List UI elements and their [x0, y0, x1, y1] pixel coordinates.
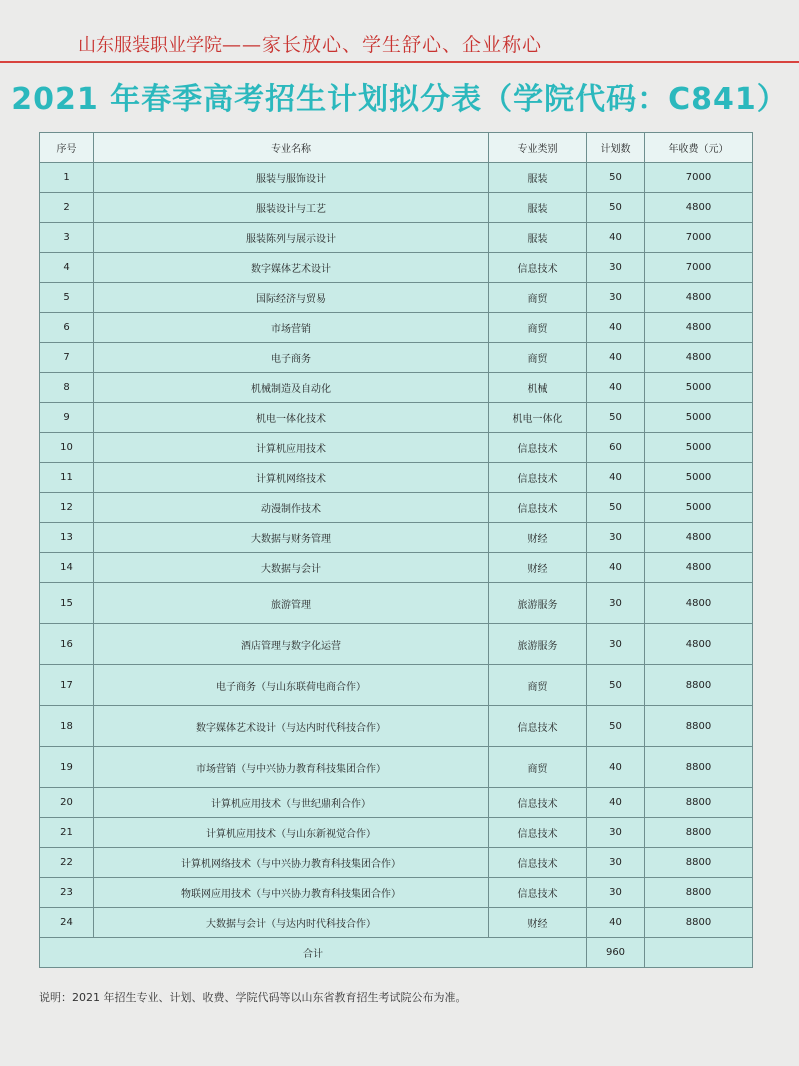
page-title: 2021 年春季高考招生计划拟分表（学院代码：C841）: [11, 82, 788, 117]
cell-fee: 4800: [645, 553, 753, 583]
cell-category: 信息技术: [489, 493, 587, 523]
cell-major: 计算机网络技术: [94, 463, 489, 493]
cell-plan: 30: [587, 878, 645, 908]
cell-index: 20: [40, 788, 94, 818]
cell-fee: 8800: [645, 788, 753, 818]
cell-fee: 7000: [645, 223, 753, 253]
table-row: [40, 163, 753, 193]
cell-fee: 8800: [645, 848, 753, 878]
enrollment-plan-table: [39, 132, 753, 968]
cell-category: 商贸: [489, 343, 587, 373]
cell-fee: 4800: [645, 583, 753, 624]
cell-index: 7: [40, 343, 94, 373]
cell-index: 4: [40, 253, 94, 283]
cell-index: 8: [40, 373, 94, 403]
table-row: [40, 553, 753, 583]
cell-category: 商贸: [489, 313, 587, 343]
table-row: [40, 283, 753, 313]
cell-plan: 40: [587, 373, 645, 403]
cell-fee: 4800: [645, 283, 753, 313]
table-row: [40, 788, 753, 818]
cell-plan: 40: [587, 463, 645, 493]
cell-index: 11: [40, 463, 94, 493]
cell-index: 5: [40, 283, 94, 313]
cell-major: 大数据与会计: [94, 553, 489, 583]
cell-plan: 50: [587, 706, 645, 747]
cell-fee: 4800: [645, 193, 753, 223]
table-row: [40, 373, 753, 403]
cell-category: 信息技术: [489, 463, 587, 493]
cell-major: 大数据与财务管理: [94, 523, 489, 553]
cell-index: 13: [40, 523, 94, 553]
total-fee-empty: [645, 938, 753, 968]
cell-index: 1: [40, 163, 94, 193]
cell-plan: 30: [587, 818, 645, 848]
cell-fee: 7000: [645, 253, 753, 283]
cell-major: 市场营销（与中兴协力教育科技集团合作）: [94, 747, 489, 788]
cell-index: 23: [40, 878, 94, 908]
total-value: 960: [587, 938, 645, 968]
table-row: [40, 523, 753, 553]
cell-fee: 8800: [645, 747, 753, 788]
cell-fee: 4800: [645, 343, 753, 373]
cell-category: 旅游服务: [489, 583, 587, 624]
cell-index: 14: [40, 553, 94, 583]
header-slogan-line: [78, 30, 542, 57]
cell-major: 市场营销: [94, 313, 489, 343]
cell-plan: 30: [587, 283, 645, 313]
cell-major: 计算机应用技术（与山东新视觉合作）: [94, 818, 489, 848]
cell-category: 商贸: [489, 283, 587, 313]
table-row: [40, 583, 753, 624]
cell-plan: 30: [587, 848, 645, 878]
table-row: [40, 493, 753, 523]
cell-index: 3: [40, 223, 94, 253]
cell-plan: 30: [587, 624, 645, 665]
cell-major: 物联网应用技术（与中兴协力教育科技集团合作）: [94, 878, 489, 908]
cell-category: 信息技术: [489, 433, 587, 463]
cell-category: 旅游服务: [489, 624, 587, 665]
cell-major: 大数据与会计（与达内时代科技合作）: [94, 908, 489, 938]
cell-index: 12: [40, 493, 94, 523]
cell-major: 数字媒体艺术设计（与达内时代科技合作）: [94, 706, 489, 747]
table-row: [40, 433, 753, 463]
table-row: [40, 253, 753, 283]
table-row: [40, 313, 753, 343]
cell-category: 财经: [489, 523, 587, 553]
cell-major: 国际经济与贸易: [94, 283, 489, 313]
cell-category: 财经: [489, 553, 587, 583]
cell-plan: 40: [587, 553, 645, 583]
cell-category: 机电一体化: [489, 403, 587, 433]
cell-major: 酒店管理与数字化运营: [94, 624, 489, 665]
cell-index: 19: [40, 747, 94, 788]
cell-category: 信息技术: [489, 818, 587, 848]
cell-major: 服装与服饰设计: [94, 163, 489, 193]
cell-major: 机电一体化技术: [94, 403, 489, 433]
cell-index: 2: [40, 193, 94, 223]
cell-plan: 50: [587, 493, 645, 523]
cell-plan: 60: [587, 433, 645, 463]
cell-index: 24: [40, 908, 94, 938]
header-divider: [0, 61, 799, 63]
cell-category: 信息技术: [489, 706, 587, 747]
cell-plan: 40: [587, 343, 645, 373]
cell-plan: 50: [587, 665, 645, 706]
cell-category: 服装: [489, 163, 587, 193]
cell-plan: 40: [587, 313, 645, 343]
cell-major: 旅游管理: [94, 583, 489, 624]
cell-fee: 8800: [645, 908, 753, 938]
col-header-major: 专业名称: [94, 133, 489, 163]
table-row: [40, 747, 753, 788]
cell-plan: 50: [587, 403, 645, 433]
table-row: [40, 403, 753, 433]
cell-category: 商贸: [489, 747, 587, 788]
table-row: [40, 848, 753, 878]
cell-fee: 4800: [645, 624, 753, 665]
table-row: [40, 665, 753, 706]
cell-major: 动漫制作技术: [94, 493, 489, 523]
cell-category: 信息技术: [489, 253, 587, 283]
cell-fee: 5000: [645, 373, 753, 403]
cell-fee: 5000: [645, 403, 753, 433]
cell-plan: 40: [587, 908, 645, 938]
cell-category: 信息技术: [489, 878, 587, 908]
cell-major: 电子商务: [94, 343, 489, 373]
total-label: 合计: [40, 938, 587, 968]
cell-major: 计算机应用技术: [94, 433, 489, 463]
cell-major: 服装设计与工艺: [94, 193, 489, 223]
cell-fee: 7000: [645, 163, 753, 193]
cell-category: 机械: [489, 373, 587, 403]
cell-major: 电子商务（与山东联荷电商合作）: [94, 665, 489, 706]
cell-category: 信息技术: [489, 848, 587, 878]
cell-major: 机械制造及自动化: [94, 373, 489, 403]
col-header-plan: 计划数: [587, 133, 645, 163]
cell-category: 服装: [489, 193, 587, 223]
cell-fee: 5000: [645, 463, 753, 493]
cell-fee: 5000: [645, 493, 753, 523]
cell-index: 22: [40, 848, 94, 878]
cell-major: 计算机网络技术（与中兴协力教育科技集团合作）: [94, 848, 489, 878]
cell-index: 18: [40, 706, 94, 747]
cell-fee: 8800: [645, 706, 753, 747]
table-row: [40, 223, 753, 253]
table-row: [40, 343, 753, 373]
cell-index: 21: [40, 818, 94, 848]
cell-plan: 50: [587, 193, 645, 223]
cell-fee: 5000: [645, 433, 753, 463]
cell-major: 服装陈列与展示设计: [94, 223, 489, 253]
cell-category: 财经: [489, 908, 587, 938]
cell-fee: 8800: [645, 878, 753, 908]
cell-index: 6: [40, 313, 94, 343]
cell-index: 10: [40, 433, 94, 463]
cell-plan: 30: [587, 523, 645, 553]
cell-major: 数字媒体艺术设计: [94, 253, 489, 283]
table-row: [40, 624, 753, 665]
cell-plan: 50: [587, 163, 645, 193]
cell-index: 17: [40, 665, 94, 706]
school-slogan: ——家长放心、学生舒心、企业称心: [222, 34, 543, 56]
table-row: [40, 463, 753, 493]
cell-major: 计算机应用技术（与世纪鼎利合作）: [94, 788, 489, 818]
cell-category: 信息技术: [489, 788, 587, 818]
table-body: [40, 163, 753, 968]
cell-plan: 30: [587, 583, 645, 624]
table-total-row: [40, 938, 753, 968]
col-header-fee: 年收费（元）: [645, 133, 753, 163]
cell-fee: 4800: [645, 313, 753, 343]
cell-plan: 40: [587, 747, 645, 788]
cell-fee: 4800: [645, 523, 753, 553]
table-row: [40, 193, 753, 223]
col-header-category: 专业类别: [489, 133, 587, 163]
footnote: 说明：2021 年招生专业、计划、收费、学院代码等以山东省教育招生考试院公布为准。: [39, 991, 467, 1004]
cell-fee: 8800: [645, 818, 753, 848]
cell-category: 服装: [489, 223, 587, 253]
cell-plan: 40: [587, 223, 645, 253]
table-row: [40, 706, 753, 747]
cell-index: 9: [40, 403, 94, 433]
table-row: [40, 818, 753, 848]
cell-index: 15: [40, 583, 94, 624]
cell-plan: 40: [587, 788, 645, 818]
table-row: [40, 878, 753, 908]
col-header-index: 序号: [40, 133, 94, 163]
table-header-row: [40, 133, 753, 163]
cell-index: 16: [40, 624, 94, 665]
school-name: 山东服装职业学院: [78, 35, 222, 56]
table-row: [40, 908, 753, 938]
cell-fee: 8800: [645, 665, 753, 706]
cell-plan: 30: [587, 253, 645, 283]
cell-category: 商贸: [489, 665, 587, 706]
